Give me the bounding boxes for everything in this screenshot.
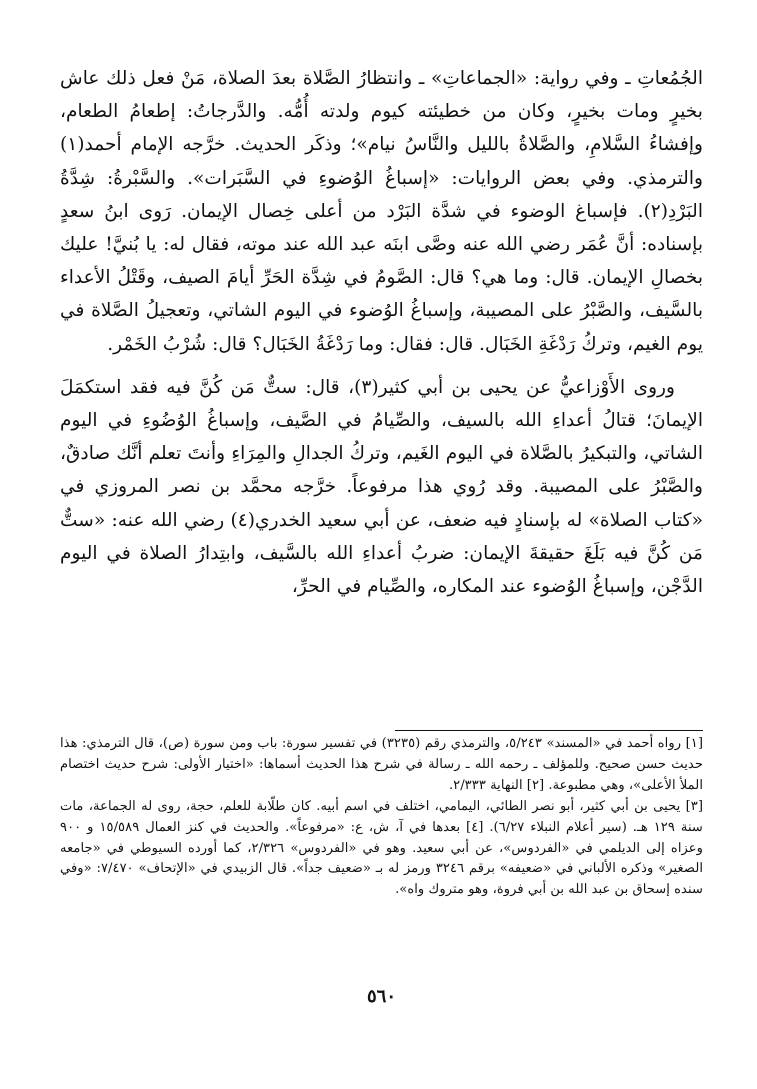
main-text bbox=[60, 62, 703, 603]
footnotes bbox=[60, 734, 703, 901]
footnote: [٣] يحيى بن أبي كثير، أبو نصر الطائي، اليمامي، اختلف في اسم أبيه. كان طلّابة للعلم، حجة، روى له الجماعة، مات سنة ١٢٩ هـ. (سير أعلام النبلاء ٦/٢٧). [٤] بعدها في آ، ش، ع: «مرفوعاً». والحديث في كنز العمال ١٥/٥٨٩ و ٩٠٠ وعزاه إلى الديلمي في «الفردوس»، عن أبي سعيد. وهو في «الفردوس» ٢/٣٢٦، كما أورده السيوطي في «جامعه الصغير» وذكره الألباني في «ضعيفه» برقم ٣٢٤٦ ورمز له بـ «ضعيف جداً». قال الزبيدي في «الإتحاف» ٧/٤٧٠: «وفي سنده إسحاق بن عبد الله بن أبي فروة، وهو متروك واه». bbox=[60, 798, 704, 898]
book-page bbox=[60, 62, 704, 1007]
paragraph: وروى الأَوْزاعيُّ عن يحيى بن أبي كثير(٣)، قال: ستٌّ مَن كُنَّ فيه فقد استكمَلَ الإيمانَ؛ قتالُ أعداءِ الله بالسيف، والصِّيامُ في الصَّيف، وإسباغُ الوُضُوءِ في اليوم الشاتي، والتبكيرُ بالصَّلاة في اليوم الغَيم، وتركُ الجدالِ والمِرَاءِ وأنتَ تعلم أنَّك صادقٌ، والصَّبْرُ على المصيبة. وقد رُوي هذا مرفوعاً. خرَّجه محمَّد بن نصر المروزي في «كتاب الصلاة» له بإسنادٍ فيه ضعف، عن أبي سعيد الخدري(٤) رضي الله عنه: «ستٌّ مَن كُنَّ فيه بَلَغَ حقيقةَ الإيمان: ضربُ أعداءِ الله بالسَّيف، وابتِدارُ الصلاة في اليوم الدَّجْن، وإسباغُ الوُضوء عند المكاره، والصِّيام في الحرِّ، bbox=[60, 376, 703, 598]
page-number: ٥٦٠ bbox=[366, 986, 396, 1007]
footnote: [١] رواه أحمد في «المسند» ٥/٢٤٣، والترمذي رقم (٣٢٣٥) في تفسير سورة: باب ومن سورة (ص)، قال الترمذي: هذا حديث حسن صحيح. وللمؤلف ـ رحمه الله ـ رسالة في شرح هذا الحديث أسماها: «اختيار الأولى: شرح حديث اختصام الملأ الأعلى»، وهي مطبوعة. [٢] النهاية ٢/٣٣٣. bbox=[60, 736, 703, 793]
paragraph: الجُمُعاتِ ـ وفي رواية: «الجماعاتِ» ـ وانتظارُ الصَّلاة بعدَ الصلاة، مَنْ فعل ذلك عاش بخيرٍ ومات بخيرٍ، وكان من خطيئته كيوم ولدته أُمُّه. والدَّرجاتُ: إطعامُ الطعام، وإفشاءُ السَّلامِ، والصَّلاةُ بالليل والنَّاسُ نيام»؛ وذكَر الحديث. خرَّجه الإمام أحمد(١) والترمذي. وفي بعض الروايات: «إسباغُ الوُضوءِ في السَّبَرات». والسَّبْرةُ: شِدَّةُ البَرْدِ(٢). فإسباغ الوضوء في شدَّة البَرْد من أعلى خِصال الإيمان. رَوى ابنُ سعدٍ بإسناده: أنَّ عُمَر رضي الله عنه وصَّى ابنَه عبد الله عند موته، فقال له: يا بُنيَّ! عليك بخصالِ الإيمان. قال: وما هي؟ قال: الصَّومُ في شِدَّة الحَرِّ أيامَ الصيف، وقَتْلُ الأعداء بالسَّيف، والصَّبْرُ على المصيبة، وإسباغُ الوُضوء في اليوم الشاتي، وتعجيلُ الصَّلاة في يوم الغيم، وتركُ رَدْغَةِ الخَبَال. قال: فقال: وما رَدْغَةُ الخَبَال؟ قال: شُرْبُ الخَمْر. bbox=[60, 68, 703, 355]
footnote-separator bbox=[395, 730, 703, 731]
